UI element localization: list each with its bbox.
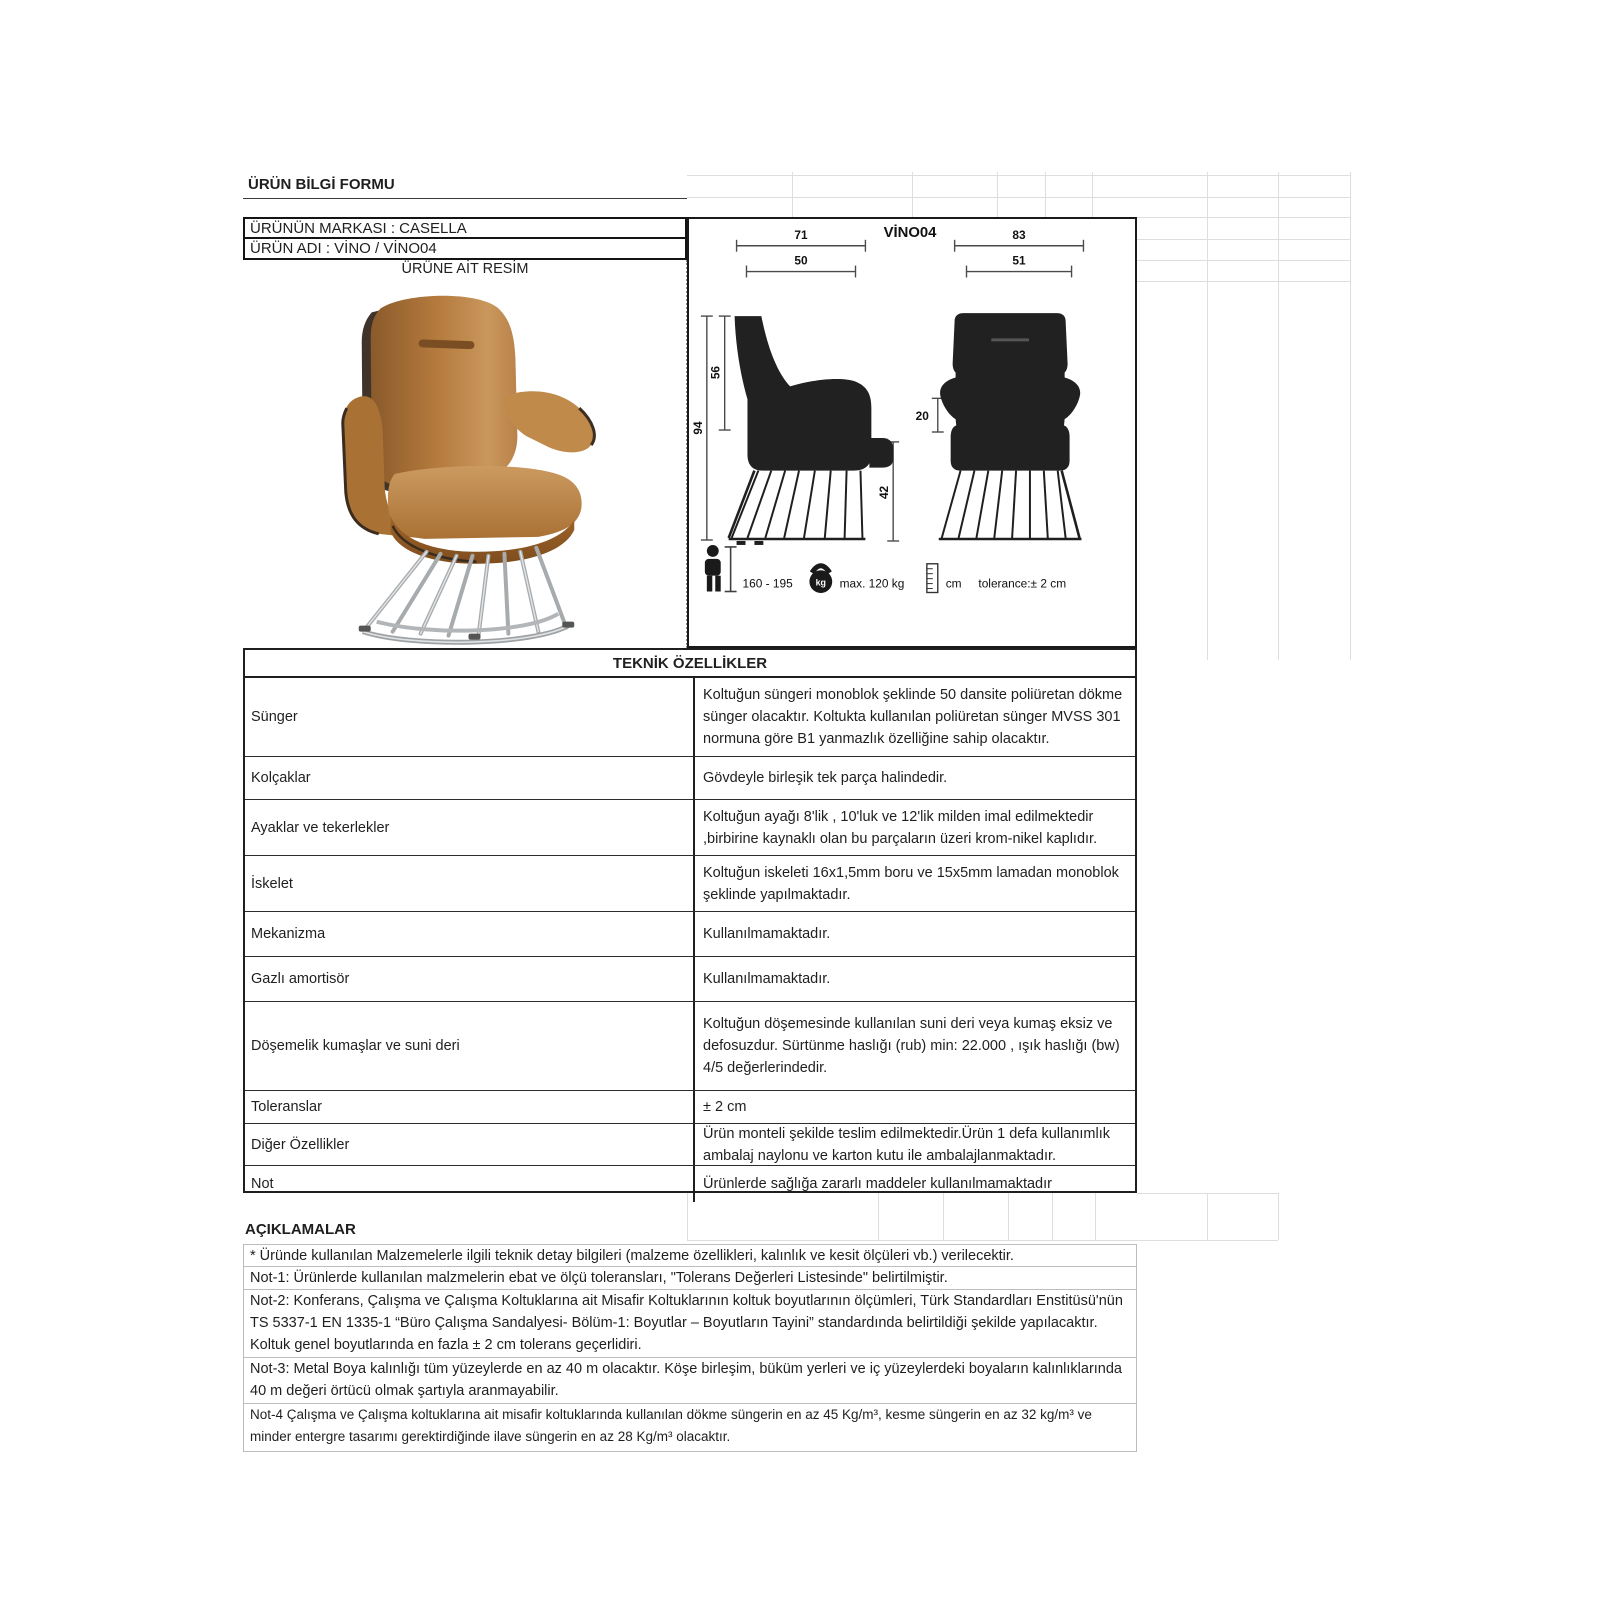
grid-line bbox=[997, 172, 998, 217]
spec-value: Koltuğun ayağı 8'lik , 10'luk ve 12'lik milden imal edilmektedir ,birbirine kaynaklı olan bu parçaların üzeri krom-nikel kaplıdır. bbox=[703, 808, 1098, 847]
grid-line bbox=[687, 197, 1137, 198]
grid-line bbox=[1137, 260, 1350, 261]
dim-51 bbox=[967, 254, 1072, 278]
page-title: ÜRÜN BİLGİ FORMU bbox=[243, 172, 687, 199]
grid-line bbox=[1092, 172, 1093, 217]
spec-value: Koltuğun iskeleti 16x1,5mm boru ve 15x5mm lamadan monoblok şeklinde yapılmaktadır. bbox=[703, 864, 1119, 903]
spec-value: Koltuğun döşemesinde kullanılan suni deri veya kumaş eksiz ve defosuzdur. Sürtünme haslığı (rub) min: 22.000 , ışık haslığı (bw) 4/5 değerlerindedir. bbox=[703, 1016, 1120, 1076]
grid-line bbox=[1207, 1193, 1208, 1240]
foot-pad bbox=[359, 626, 371, 632]
spec-label: İskelet bbox=[245, 856, 695, 911]
unit-label: cm bbox=[945, 576, 962, 591]
dim-label: 51 bbox=[1012, 253, 1026, 268]
user-height-label: 160 - 195 bbox=[742, 576, 793, 591]
model-label: VİNO04 bbox=[883, 224, 937, 241]
grid-line bbox=[792, 172, 793, 217]
product-photo-chair bbox=[243, 280, 686, 648]
tolerance-label: tolerance:± 2 cm bbox=[978, 576, 1067, 591]
technical-drawing bbox=[689, 219, 1135, 646]
grid-line bbox=[1137, 217, 1350, 218]
seat-cushion bbox=[388, 466, 582, 539]
kg-badge: kg bbox=[815, 577, 827, 588]
grid-line bbox=[1137, 239, 1350, 240]
product-name-row: ÜRÜN ADI : VİNO / VİNO04 bbox=[243, 239, 687, 260]
spec-label: Toleranslar bbox=[245, 1091, 695, 1123]
spec-label: Kolçaklar bbox=[245, 757, 695, 799]
spec-row bbox=[245, 912, 1135, 957]
spec-row bbox=[245, 1124, 1135, 1166]
technical-drawing-panel bbox=[687, 217, 1137, 648]
grid-line bbox=[1137, 1193, 1278, 1194]
spec-table bbox=[243, 648, 1137, 1193]
spec-row bbox=[245, 957, 1135, 1002]
grid-line bbox=[1278, 172, 1279, 660]
dim-83 bbox=[955, 228, 1084, 252]
spec-value: Koltuğun süngeri monoblok şeklinde 50 dansite poliüretan dökme sünger olacaktır. Koltukta kullanılan poliüretan sünger MVSS 301 normuna göre B1 yanmazlık özelliğine sahip olacaktır. bbox=[703, 687, 1123, 747]
note-row: Not-3: Metal Boya kalınlığı tüm yüzeylerde en az 40 m olacaktır. Köşe birleşim, büküm yerleri ve iç yüzeylerdeki boyaların kalınlıklarında 40 m değeri örtücü olmak şartıyla aranmayabilir. bbox=[243, 1358, 1137, 1404]
spec-label: Ayaklar ve tekerlekler bbox=[245, 800, 695, 855]
kettlebell-icon bbox=[809, 566, 832, 593]
spec-table-title: TEKNİK ÖZELLİKLER bbox=[245, 650, 1135, 678]
note-row: * Üründe kullanılan Malzemelerle ilgili teknik detay bilgileri (malzeme özellikleri, kalınlık ve kesit ölçüleri vb.) verilecektir. bbox=[243, 1244, 1137, 1267]
spec-label: Döşemelik kumaşlar ve suni deri bbox=[245, 1002, 695, 1090]
image-caption: ÜRÜNE AİT RESİM bbox=[401, 261, 529, 277]
spec-row bbox=[245, 678, 1135, 757]
spec-label: Sünger bbox=[245, 678, 695, 756]
spec-row bbox=[245, 800, 1135, 856]
dim-label: 83 bbox=[1012, 227, 1026, 242]
grid-line bbox=[687, 175, 1137, 176]
brand-row: ÜRÜNÜN MARKASI : CASELLA bbox=[243, 217, 687, 239]
dim-label: 20 bbox=[915, 409, 929, 424]
notes-section-title: AÇIKLAMALAR bbox=[245, 1221, 356, 1238]
grid-line bbox=[1137, 281, 1350, 282]
ruler-icon bbox=[927, 564, 938, 593]
side-view-drawing bbox=[729, 316, 894, 545]
right-arm bbox=[504, 391, 594, 452]
dim-label: 50 bbox=[794, 253, 808, 268]
chair-photo-illustration bbox=[343, 296, 595, 643]
back-cushion bbox=[371, 296, 518, 486]
spec-value: Kullanılmamaktadır. bbox=[703, 926, 831, 942]
dim-20 bbox=[916, 398, 944, 432]
dim-71 bbox=[737, 228, 866, 252]
note-row: Not-2: Konferans, Çalışma ve Çalışma Koltuklarına ait Misafir Koltuklarının koltuk boyutlarının ölçümleri, Türk Standardları Enstitüsü'nün TS 5337-1 EN 1335-1 “Büro Çalışma Sandalyesi- Bölüm-1: Boyutlar – Boyutların Tayini” standardında belirtildiği şekilde yapılacaktır. Koltuk genel boyutlarında en fazla ± 2 cm tolerans geçerlidiri. bbox=[243, 1290, 1137, 1358]
spec-value: Ürünlerde sağlığa zararlı maddeler kullanılmamaktadır bbox=[703, 1176, 1052, 1192]
spec-row bbox=[245, 1166, 1135, 1202]
max-weight-label: max. 120 kg bbox=[839, 576, 905, 591]
person-icon bbox=[705, 545, 737, 592]
dim-94 bbox=[691, 316, 713, 540]
grid-line bbox=[1207, 172, 1208, 660]
spec-value: Kullanılmamaktadır. bbox=[703, 971, 831, 987]
dim-label: 94 bbox=[690, 421, 705, 435]
dim-label: 56 bbox=[708, 365, 723, 380]
front-view-drawing bbox=[939, 313, 1082, 539]
grid-line bbox=[687, 1240, 1278, 1241]
grid-line bbox=[1137, 197, 1350, 198]
spec-row bbox=[245, 1091, 1135, 1124]
foot-pad bbox=[562, 622, 574, 628]
foot-pad bbox=[468, 634, 480, 640]
spec-label: Gazlı amortisör bbox=[245, 957, 695, 1001]
note-row: Not-4 Çalışma ve Çalışma koltuklarına ait misafir koltuklarında kullanılan dökme süngerin en az 45 Kg/m³, kesme süngerin en az 32 kg/m³ ve minder entergre tasarımı gerektirdiğinde ilave süngerin en az 28 Kg/m³ olacaktır. bbox=[243, 1404, 1137, 1452]
spec-row bbox=[245, 856, 1135, 912]
spec-value: ± 2 cm bbox=[703, 1099, 747, 1115]
note-row: Not-1: Ürünlerde kullanılan malzmelerin ebat ve ölçü toleransları, "Tolerans Değerleri Listesinde" belirtilmiştir. bbox=[243, 1267, 1137, 1290]
spec-label: Diğer Özellikler bbox=[245, 1124, 695, 1165]
spec-value: Ürün monteli şekilde teslim edilmektedir.Ürün 1 defa kullanımlık ambalaj naylonu ve karton kutu ile ambalajlanmaktadır. bbox=[703, 1125, 1110, 1164]
grid-line bbox=[1137, 175, 1350, 176]
dim-50 bbox=[746, 254, 855, 278]
product-photo-cell bbox=[243, 280, 686, 648]
grid-line bbox=[912, 172, 913, 217]
spec-label: Not bbox=[245, 1166, 695, 1202]
spec-row bbox=[245, 757, 1135, 800]
grid-line bbox=[1350, 172, 1351, 660]
spec-label: Mekanizma bbox=[245, 912, 695, 956]
grid-line bbox=[1278, 1193, 1279, 1240]
dim-label: 71 bbox=[794, 227, 808, 242]
dim-label: 42 bbox=[877, 485, 892, 500]
spec-value: Gövdeyle birleşik tek parça halindedir. bbox=[703, 770, 948, 786]
spec-row bbox=[245, 1002, 1135, 1091]
grid-line bbox=[1045, 172, 1046, 217]
dim-56 bbox=[709, 316, 731, 430]
